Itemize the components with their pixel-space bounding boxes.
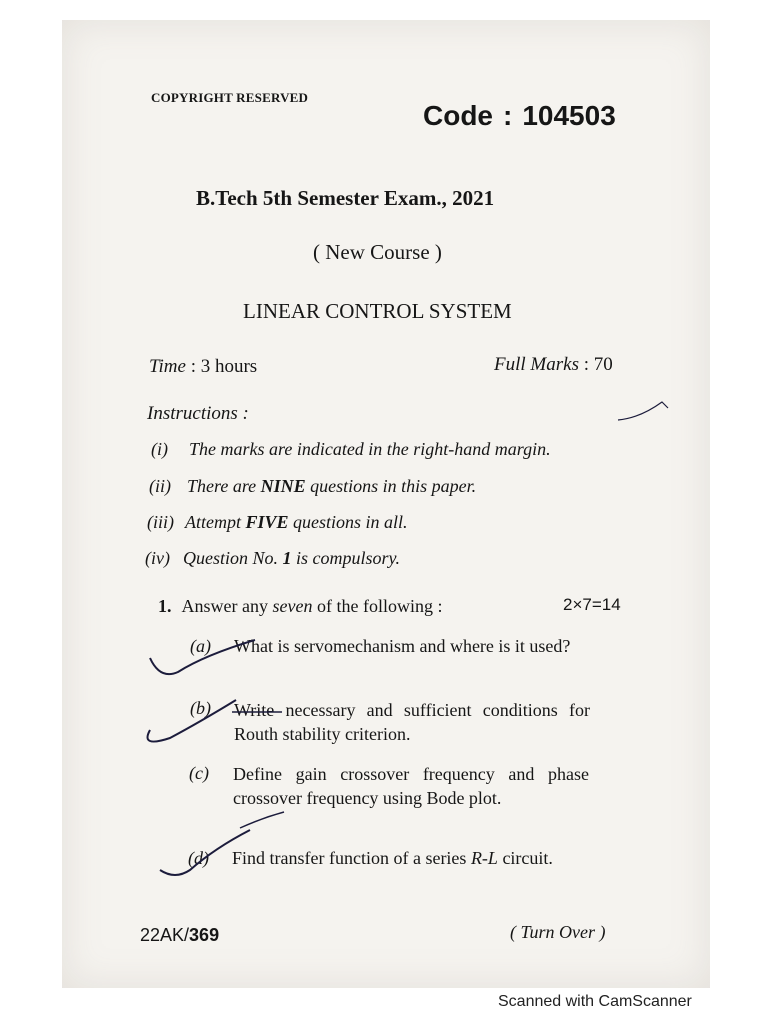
marks-value: : 70 (583, 354, 613, 375)
instruction-number: (iii) (147, 512, 174, 532)
instruction-text: The marks are indicated in the right-hand margin. (189, 439, 551, 459)
question-text: Answer any (181, 596, 273, 616)
part-label: (a) (190, 636, 211, 656)
instruction-text: Question No. (183, 548, 283, 568)
instruction-number: (i) (151, 439, 168, 459)
code-value: 104503 (522, 100, 616, 131)
instruction-text-end: questions in this paper. (305, 476, 477, 496)
part-text: Define gain crossover frequency and phase crossover frequency using Bode plot. (233, 764, 589, 808)
exam-title: B.Tech 5th Semester Exam., 2021 (196, 186, 495, 210)
footer-code-number: 369 (189, 925, 220, 945)
question-text-end: of the following : (312, 596, 443, 616)
scanner-watermark: Scanned with CamScanner (498, 993, 692, 1010)
code-label: Code (423, 100, 493, 131)
part-text-end: circuit. (497, 848, 553, 868)
exam-paper-sheet (62, 20, 710, 988)
subject-title: LINEAR CONTROL SYSTEM (243, 299, 512, 323)
instruction-text-end: questions in all. (288, 512, 408, 532)
footer-paper-code (140, 925, 219, 946)
part-text: What is servomechanism and where is it used? (234, 636, 571, 656)
marks-label: Full Marks (494, 354, 579, 375)
instruction-item (145, 548, 400, 569)
instruction-text-end: is compulsory. (291, 548, 401, 568)
question-emphasis: seven (272, 596, 313, 616)
instruction-text: There are (187, 476, 261, 496)
copyright-notice: COPYRIGHT RESERVED (151, 90, 309, 105)
course-type: ( New Course ) (313, 240, 442, 264)
part-text (232, 846, 588, 870)
instruction-item (147, 512, 408, 533)
paper-code (423, 100, 616, 132)
instructions-heading: Instructions : (147, 403, 249, 424)
part-text-emphasis: R-L (470, 848, 498, 868)
instruction-emphasis: FIVE (245, 512, 289, 532)
time-label: Time (149, 356, 186, 377)
question-number: 1. (158, 596, 172, 616)
question-1 (158, 596, 442, 617)
turn-over-note: ( Turn Over ) (510, 922, 606, 942)
part-label: (d) (188, 848, 209, 868)
code-separator: : (503, 100, 513, 131)
instruction-item (149, 476, 476, 497)
question-1-marks: 2×7=14 (563, 595, 621, 614)
instruction-number: (iv) (145, 548, 170, 568)
instruction-emphasis: NINE (260, 476, 306, 496)
time-value: : 3 hours (190, 356, 258, 377)
part-text-start: Find transfer function of a series (232, 848, 471, 868)
full-marks (494, 354, 613, 376)
instruction-emphasis: 1 (282, 548, 292, 568)
part-label: (c) (189, 763, 209, 783)
footer-code-prefix: 22AK/ (140, 925, 190, 945)
instruction-number: (ii) (149, 476, 171, 496)
time-allowed (149, 356, 257, 378)
part-text: Write necessary and sufficient conditions for Routh stability criterion. (234, 700, 590, 744)
instruction-text: Attempt (185, 512, 246, 532)
part-label: (b) (190, 698, 211, 718)
instruction-item (151, 439, 551, 460)
